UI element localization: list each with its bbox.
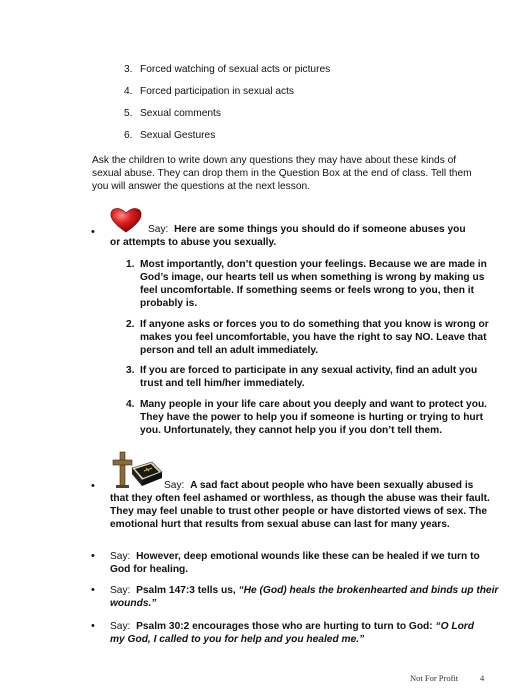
bullet-dot: • (91, 584, 95, 596)
bullet4-text: Say: Psalm 147:3 tells us, “He (God) heals the brokenhearted and binds up their wounds.” (110, 585, 499, 609)
bullet-dot: • (91, 550, 95, 562)
bullet-dot: • (91, 480, 95, 492)
intro-paragraph: Ask the children to write down any questions they may have about these kinds of sexual abuse. They can drop them in the Question Box at the end of class. Tell them you will answer the questions at the next lesson. (92, 155, 472, 192)
advice-item: 4. Many people in your life care about you deeply and want to protect you. They have the power to help you if someone is hurting or trying to hurt you. Unfortunately, they cannot help you if you don’t tell them. (126, 399, 487, 436)
advice-item: 1. Most importantly, don’t question your feelings. Because we are made in God’s image, our hearts tell us when something is wrong by making us feel uncomfortable. If something seems or feels wrong to you, then it probably is. (126, 259, 487, 309)
list-item: 6. Sexual Gestures (124, 130, 216, 141)
list-item: 5. Sexual comments (124, 108, 221, 119)
bullet-dot: • (91, 226, 95, 238)
bullet5-text: Say: Psalm 30:2 encourages those who are hurting to turn to God: “O Lord my God, I called to you for help and you healed me.” (110, 621, 474, 645)
footer-label: Not For Profit (410, 673, 459, 683)
bullet2-first-line: Say: A sad fact about people who have been sexually abused is (164, 480, 474, 491)
bullet-dot: • (91, 620, 95, 632)
list-item: 4. Forced participation in sexual acts (124, 86, 295, 97)
advice-item: 2. If anyone asks or forces you to do something that you know is wrong or makes you feel uncomfortable, you have the right to say NO. Leave that person and tell an adult immediately. (126, 319, 489, 356)
bullet3-text: Say: However, deep emotional wounds like these can be healed if we turn to God for healing. (110, 551, 480, 575)
bullet2-rest: that they often feel ashamed or worthless, as though the abuse was their fault. They may feel unable to trust other people or have distorted views of sex. The emotional hurt that results from sexual abuse can last for many years. (110, 493, 490, 530)
bullet1-second-line: or attempts to abuse you sexually. (110, 237, 277, 248)
bullet1-first-line: Say: Here are some things you should do if someone abuses you (148, 224, 466, 235)
heart-icon (109, 206, 143, 234)
page-number: 4 (480, 673, 485, 683)
list-item: 3. Forced watching of sexual acts or pictures (124, 64, 331, 75)
advice-item: 3. If you are forced to participate in any sexual activity, find an adult you trust and tell him/her immediately. (126, 365, 478, 389)
cross-bible-icon (108, 450, 164, 490)
